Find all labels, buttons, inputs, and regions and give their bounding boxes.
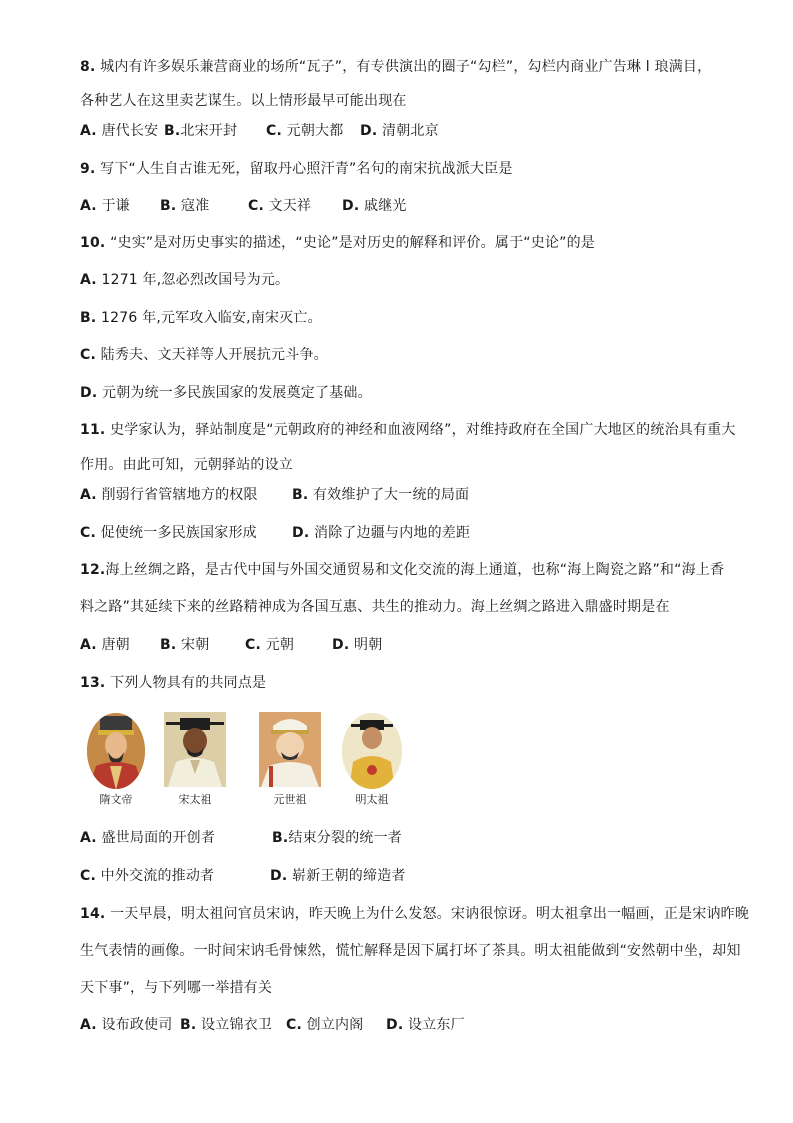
q11-option-d[interactable]: D. 消除了边疆与内地的差距 (292, 525, 471, 541)
portrait-ming-taizu-image (341, 712, 403, 790)
portrait-row (84, 712, 424, 812)
q8-option-b[interactable]: B.北宋开封 (164, 123, 238, 139)
q8-option-c[interactable]: C. 元朝大都 (266, 123, 344, 139)
q14-stem-text: 一天早晨，明太祖问官员宋讷，昨天晚上为什么发怒。宋讷很惊讶。明太祖拿出一幅画，正是宋讷昨晚 (110, 906, 750, 922)
q11-options-row2 (80, 523, 680, 543)
q10-option-c[interactable]: C. 陆秀夫、文天祥等人开展抗元斗争。 (80, 347, 328, 363)
q8-option-d[interactable]: D. 清朝北京 (360, 123, 439, 139)
q11-stem-text: 史学家认为，驿站制度是“元朝政府的神经和血液网络”，对维持政府在全国广大地区的统治具有重大 (110, 422, 736, 438)
q11-options-row1 (80, 485, 680, 505)
q8-options (80, 121, 680, 141)
q14-stem-line2: 生气表情的画像。一时间宋讷毛骨悚然，慌忙解释是因下属打坏了茶具。明太祖能做到“安然朝中坐，却知 (80, 943, 741, 959)
q12-options (80, 635, 680, 655)
portrait-sui-wendi-image (86, 712, 146, 790)
q12-option-a[interactable]: A. 唐朝 (80, 637, 130, 653)
q13-options-row2 (80, 866, 680, 886)
q9-options (80, 196, 680, 216)
caption-sui-wendi: 隋文帝 (99, 793, 133, 806)
q13-option-a[interactable]: A. 盛世局面的开创者 (80, 830, 216, 846)
q14-option-b[interactable]: B. 设立锦衣卫 (180, 1017, 273, 1033)
q13-option-d[interactable]: D. 崭新王朝的缔造者 (270, 868, 406, 884)
q13-option-c[interactable]: C. 中外交流的推动者 (80, 868, 215, 884)
q9-option-c[interactable]: C. 文天祥 (248, 198, 312, 214)
q11-option-b[interactable]: B. 有效维护了大一统的局面 (292, 487, 470, 503)
q12-stem-line1 (80, 560, 724, 580)
q14-number: 14. (80, 906, 106, 922)
q8-number: 8. (80, 59, 96, 75)
q9-option-b[interactable]: B. 寇准 (160, 198, 210, 214)
portrait-song-taizu-image (164, 712, 226, 787)
q9-stem-text: 写下“人生自古谁无死，留取丹心照汗青”名句的南宋抗战派大臣是 (100, 161, 513, 177)
portrait-yuan-shizu-image (259, 712, 321, 787)
q9-option-a[interactable]: A. 于谦 (80, 198, 130, 214)
q8-stem-text: 城内有许多娱乐兼营商业的场所“瓦子”，有专供演出的圈子“勾栏”，勾栏内商业广告琳 l 琅满目， (100, 59, 712, 75)
q12-stem-line2: 料之路”其延续下来的丝路精神成为各国互惠、共生的推动力。海上丝绸之路进入鼎盛时期是在 (80, 599, 670, 615)
q8-stem-line1 (80, 57, 711, 77)
q9-stem (80, 159, 513, 179)
q12-number: 12. (80, 562, 106, 578)
q9-number: 9. (80, 161, 96, 177)
q13-stem (80, 673, 266, 693)
q12-option-b[interactable]: B. 宋朝 (160, 637, 210, 653)
q14-options (80, 1015, 680, 1035)
caption-song-taizu: 宋太祖 (178, 793, 212, 806)
q8-option-a[interactable]: A. 唐代长安 (80, 123, 159, 139)
q11-stem-line2: 作用。由此可知，元朝驿站的设立 (80, 457, 293, 473)
q11-stem-line1 (80, 420, 736, 440)
q13-options-row1 (80, 828, 680, 848)
q11-option-c[interactable]: C. 促使统一多民族国家形成 (80, 525, 257, 541)
q10-stem-text: “史实”是对历史事实的描述，“史论”是对历史的解释和评价。属于“史论”的是 (110, 235, 595, 251)
q10-option-d[interactable]: D. 元朝为统一多民族国家的发展奠定了基础。 (80, 385, 372, 401)
caption-ming-taizu: 明太祖 (355, 793, 389, 806)
q10-option-a[interactable]: A. 1271 年,忽必烈改国号为元。 (80, 272, 290, 288)
q14-stem-line1 (80, 904, 749, 924)
q13-number: 13. (80, 675, 106, 691)
q11-number: 11. (80, 422, 106, 438)
q14-option-a[interactable]: A. 设布政使司 (80, 1017, 173, 1033)
q14-stem-line3: 天下事”，与下列哪一举措有关 (80, 980, 273, 996)
q13-option-b[interactable]: B.结束分裂的统一者 (272, 830, 402, 846)
q8-stem-line2: 各种艺人在这里卖艺谋生。以上情形最早可能出现在 (80, 93, 407, 109)
caption-yuan-shizu: 元世祖 (273, 793, 307, 806)
q9-option-d[interactable]: D. 戚继光 (342, 198, 407, 214)
q11-option-a[interactable]: A. 削弱行省管辖地方的权限 (80, 487, 258, 503)
q10-stem (80, 233, 595, 253)
q12-stem-text: 海上丝绸之路，是古代中国与外国交通贸易和文化交流的海上通道，也称“海上陶瓷之路”和“海上香 (105, 562, 725, 578)
q13-stem-text: 下列人物具有的共同点是 (110, 675, 267, 691)
q12-option-c[interactable]: C. 元朝 (245, 637, 295, 653)
q12-option-d[interactable]: D. 明朝 (332, 637, 383, 653)
q10-number: 10. (80, 235, 106, 251)
q14-option-d[interactable]: D. 设立东厂 (386, 1017, 465, 1033)
q14-option-c[interactable]: C. 创立内阁 (286, 1017, 364, 1033)
q10-option-b[interactable]: B. 1276 年,元军攻入临安,南宋灭亡。 (80, 310, 322, 326)
